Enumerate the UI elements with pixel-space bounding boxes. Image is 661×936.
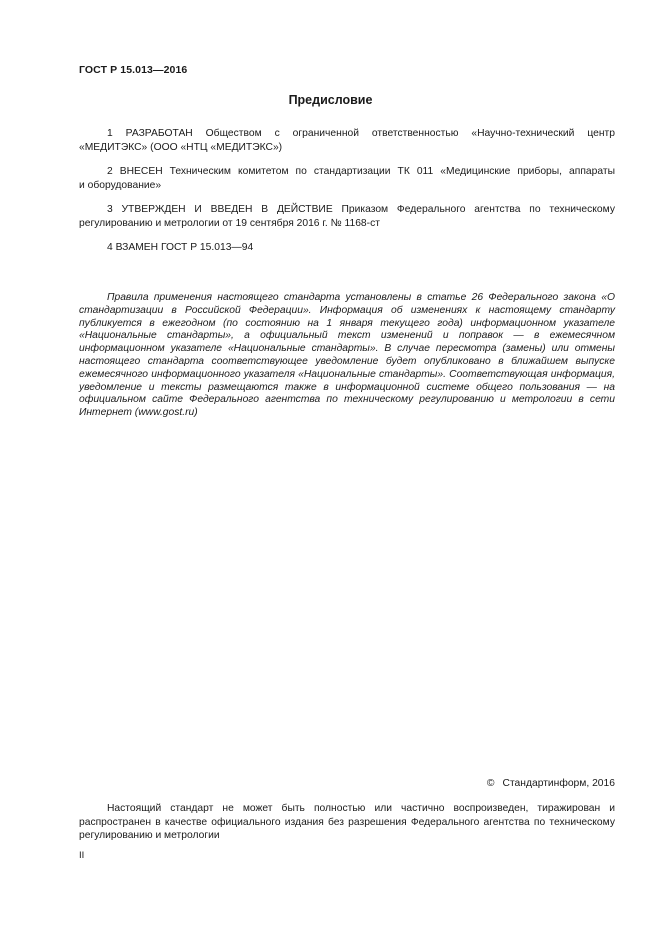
copyright-text: Стандартинформ, 2016 [502,778,615,789]
preface-item-4 [79,241,615,255]
page-number: II [79,850,85,861]
preface-item-3-line1: 3 УТВЕРЖДЕН И ВВЕДЕН В ДЕЙСТВИЕ Приказом Федерального агентства по техническому [107,204,615,215]
preface-item-1 [79,127,615,154]
reproduction-notice: Настоящий стандарт не может быть полностью или частично воспроизведен, тиражирован и распространен в качестве официального издания без разрешения Федерального агентства по техническому регулированию и метрологии [79,803,615,841]
preface-item-2-line1: 2 ВНЕСЕН Техническим комитетом по стандартизации ТК 011 «Медицинские приборы, аппараты [107,166,615,177]
preface-item-3-line2: регулированию и метрологии от 19 сентября 2016 г. № 1168-ст [79,217,380,229]
copyright [487,778,615,789]
document-code: ГОСТ Р 15.013—2016 [79,64,188,76]
preface-item-4-line1: 4 ВЗАМЕН ГОСТ Р 15.013—94 [107,242,254,253]
preface-item-1-line2: «МЕДИТЭКС» (ООО «НТЦ «МЕДИТЭКС») [79,141,283,153]
copyright-symbol: © [486,778,495,789]
preface-item-2 [79,165,615,192]
usage-notice: Правила применения настоящего стандарта установлены в статье 26 Федерального закона «О стандартизации в Российской Федерации». Информация об изменениях к настоящему стандарту публикуется в ежегодном (по состоянию на 1 января текущего года) информационном указателе «Национальные стандарты», а официальный текст изменений и поправок — в ежемесячном информационном указателе «Национальные стандарты». В случае пересмотра (замены) или отмены настоящего стандарта соответствующее уведомление будет опубликовано в ближайшем выпуске ежемесячного информационного указателя «Национальные стандарты». Соответствующая информация, уведомление и тексты размещаются также в информационной системе общего пользования — на официальном сайте Федерального агентства по техническому регулированию и метрологии в сети Интернет (www.gost.ru) [79,292,615,419]
page-title: Предисловие [288,93,373,107]
preface-item-2-line2: и оборудование» [79,179,162,191]
preface-item-3 [79,203,615,230]
preface-item-1-line1: 1 РАЗРАБОТАН Обществом с ограниченной ответственностью «Научно-технический центр [107,128,615,139]
